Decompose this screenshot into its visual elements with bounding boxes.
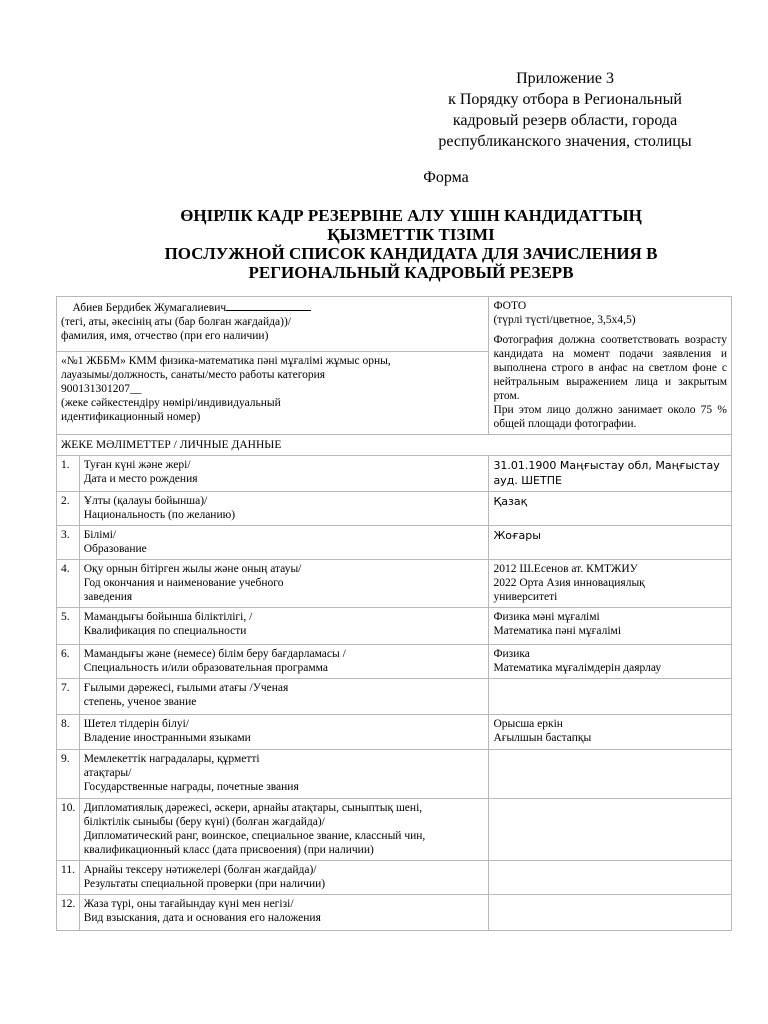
row-label xyxy=(79,645,489,679)
row-value xyxy=(489,750,732,799)
row-value xyxy=(489,645,732,679)
table-row xyxy=(57,750,732,799)
appendix-line: Приложение 3 xyxy=(516,70,614,87)
row-label-line: Владение иностранными языками xyxy=(83,732,251,744)
service-record-table xyxy=(56,296,732,931)
row-label-line: Специальность и/или образовательная программа xyxy=(83,662,328,674)
position-line: лауазымы/должность, санаты/место работы категория xyxy=(61,368,326,381)
photo-note: Фотография должна соответствовать возрасту кандидата на момент подачи заявления и выполнена строго в анфас на светлом фоне с нейтральным выражением лица и закрытым ртом. xyxy=(493,334,727,402)
name-underline xyxy=(226,299,311,311)
row-value xyxy=(489,608,732,645)
name-cell xyxy=(57,297,489,352)
row-label-line: Дипломатический ранг, воинское, специальное звание, классный чин, xyxy=(83,830,426,842)
row-label-line: Арнайы тексеру нәтижелері (болған жағдайда)/ xyxy=(83,864,317,876)
row-number: 5. xyxy=(57,608,80,645)
row-label-line: Мамандығы бойынша біліктілігі, / xyxy=(83,611,253,623)
title-line: ҚЫЗМЕТТІК ТІЗІМІ xyxy=(327,225,495,244)
row-label-line: квалификационный класс (дата присвоения) (при наличии) xyxy=(83,844,374,856)
row-number: 2. xyxy=(57,492,80,526)
row-number: 12. xyxy=(57,895,80,931)
row-label-line: степень, ученое звание xyxy=(83,696,197,708)
row-value-line: 31.01.1900 Маңғыстау обл, Маңғыстау xyxy=(493,459,720,472)
row-label xyxy=(79,895,489,931)
photo-title: ФОТО xyxy=(493,300,527,312)
table-row xyxy=(57,895,732,931)
table-row xyxy=(57,456,732,492)
table-row xyxy=(57,861,732,895)
iin-value: 900131301207 xyxy=(61,382,130,395)
row-value-line: 2012 Ш.Есенов ат. КМТЖИУ xyxy=(493,563,638,575)
table-row xyxy=(57,526,732,560)
row-label-line: Ұлты (қалауы бойынша)/ xyxy=(83,495,208,507)
row-number: 7. xyxy=(57,679,80,715)
document-title xyxy=(60,206,762,282)
row-number: 11. xyxy=(57,861,80,895)
row-label-line: Государственные награды, почетные звания xyxy=(83,781,299,793)
row-label-line: Білімі/ xyxy=(83,529,117,541)
row-label xyxy=(79,715,489,750)
row-value xyxy=(489,560,732,608)
row-number: 6. xyxy=(57,645,80,679)
row-value-line: ауд. ШЕТПЕ xyxy=(493,474,562,487)
row-label-line: Дата и место рождения xyxy=(83,473,198,485)
row-label xyxy=(79,492,489,526)
row-number: 10. xyxy=(57,799,80,861)
row-label xyxy=(79,799,489,861)
row-label-line: Мемлекеттік наградалары, құрметті xyxy=(83,753,260,765)
row-value-line: университеті xyxy=(493,591,558,603)
row-number: 3. xyxy=(57,526,80,560)
row-label-line: Жаза түрі, оны тағайындау күні мен негізі/ xyxy=(83,898,294,910)
row-label-line: заведения xyxy=(83,591,133,603)
row-value-line: Физика xyxy=(493,648,530,660)
row-label-line: Мамандығы және (немесе) білім беру бағдарламасы / xyxy=(83,648,346,660)
full-name-value: Абиев Бердибек Жумагалиевич xyxy=(72,302,227,314)
row-number: 1. xyxy=(57,456,80,492)
form-label: Форма xyxy=(423,169,469,186)
row-value xyxy=(489,715,732,750)
row-label xyxy=(79,560,489,608)
row-label xyxy=(79,679,489,715)
title-line: ПОСЛУЖНОЙ СПИСОК КАНДИДАТА ДЛЯ ЗАЧИСЛЕНИЯ В xyxy=(164,244,658,263)
iin-suffix: __ xyxy=(130,382,142,395)
row-label-line: атақтары/ xyxy=(83,767,132,779)
row-value-line: Жоғары xyxy=(493,529,541,542)
table-row xyxy=(57,492,732,526)
row-label-line: Результаты специальной проверки (при наличии) xyxy=(83,878,326,890)
table-row xyxy=(57,799,732,861)
row-label xyxy=(79,608,489,645)
photo-subtitle: (түрлі түсті/цветное, 3,5х4,5) xyxy=(493,314,636,326)
row-number: 8. xyxy=(57,715,80,750)
section-title: ЖЕКЕ МӘЛІМЕТТЕР / ЛИЧНЫЕ ДАННЫЕ xyxy=(57,435,732,456)
row-label-line: Оқу орнын бітірген жылы және оның атауы/ xyxy=(83,563,302,575)
row-value xyxy=(489,456,732,492)
row-value-line: Математика пәні мұғалімі xyxy=(493,625,622,637)
row-label-line: Туған күні және жері/ xyxy=(83,459,191,471)
name-caption: (тегі, аты, әкесінің аты (бар болған жағдайда))/ xyxy=(61,316,291,328)
row-label-line: Квалификация по специальности xyxy=(83,625,247,637)
table-row xyxy=(57,608,732,645)
photo-note: При этом лицо должно занимает около 75 % общей площади фотографии. xyxy=(493,404,727,430)
row-value-line: 2022 Орта Азия инновациялық xyxy=(493,577,645,589)
photo-cell xyxy=(489,297,732,435)
table-row xyxy=(57,679,732,715)
row-value-line: Математика мұғалімдерін даярлау xyxy=(493,662,662,674)
position-line: «№1 ЖББМ» КММ физика-математика пәні мұғалімі жұмыс орны, xyxy=(61,354,391,367)
name-caption: фамилия, имя, отчество (при его наличии) xyxy=(61,330,269,342)
row-label-line: Дипломатиялық дәрежесі, әскери, арнайы атақтары, сыныптық шені, xyxy=(83,802,423,814)
row-value xyxy=(489,492,732,526)
title-line: РЕГИОНАЛЬНЫЙ КАДРОВЫЙ РЕЗЕРВ xyxy=(248,263,574,282)
appendix-block xyxy=(405,68,725,152)
row-label-line: Вид взыскания, дата и основания его наложения xyxy=(83,912,321,924)
position-cell xyxy=(57,351,489,434)
row-number: 4. xyxy=(57,560,80,608)
row-value xyxy=(489,679,732,715)
row-label xyxy=(79,456,489,492)
table-row xyxy=(57,715,732,750)
row-value-line: Қазақ xyxy=(493,495,528,508)
iin-caption: (жеке сәйкестендіру нөмірі/индивидуальный xyxy=(61,396,281,409)
appendix-line: к Порядку отбора в Региональный xyxy=(448,91,682,108)
row-value-line: Физика мәні мұғалімі xyxy=(493,611,600,623)
row-value-line: Орысша еркін xyxy=(493,718,563,730)
row-value xyxy=(489,861,732,895)
section-row xyxy=(57,435,732,456)
row-number: 9. xyxy=(57,750,80,799)
row-label xyxy=(79,750,489,799)
table-row xyxy=(57,560,732,608)
title-line: ӨҢІРЛІК КАДР РЕЗЕРВІНЕ АЛУ ҮШІН КАНДИДАТТЫҢ xyxy=(180,206,642,225)
row-label xyxy=(79,526,489,560)
header-row-name xyxy=(57,297,732,352)
row-label-line: Год окончания и наименование учебного xyxy=(83,577,284,589)
appendix-line: республиканского значения, столицы xyxy=(438,133,692,150)
row-value xyxy=(489,526,732,560)
row-label-line: Шетел тілдерін білуі/ xyxy=(83,718,189,730)
row-label-line: Ғылыми дәрежесі, ғылыми атағы /Ученая xyxy=(83,682,289,694)
row-value xyxy=(489,895,732,931)
table-row xyxy=(57,645,732,679)
row-value xyxy=(489,799,732,861)
row-label-line: Образование xyxy=(83,543,147,555)
row-label-line: біліктілік сыныбы (беру күні) (болған жағдайда)/ xyxy=(83,816,325,828)
row-label-line: Национальность (по желанию) xyxy=(83,509,236,521)
row-label xyxy=(79,861,489,895)
row-value-line: Ағылшын бастапқы xyxy=(493,732,592,744)
appendix-line: кадровый резерв области, города xyxy=(452,112,678,129)
iin-caption: идентификационный номер) xyxy=(61,410,201,423)
